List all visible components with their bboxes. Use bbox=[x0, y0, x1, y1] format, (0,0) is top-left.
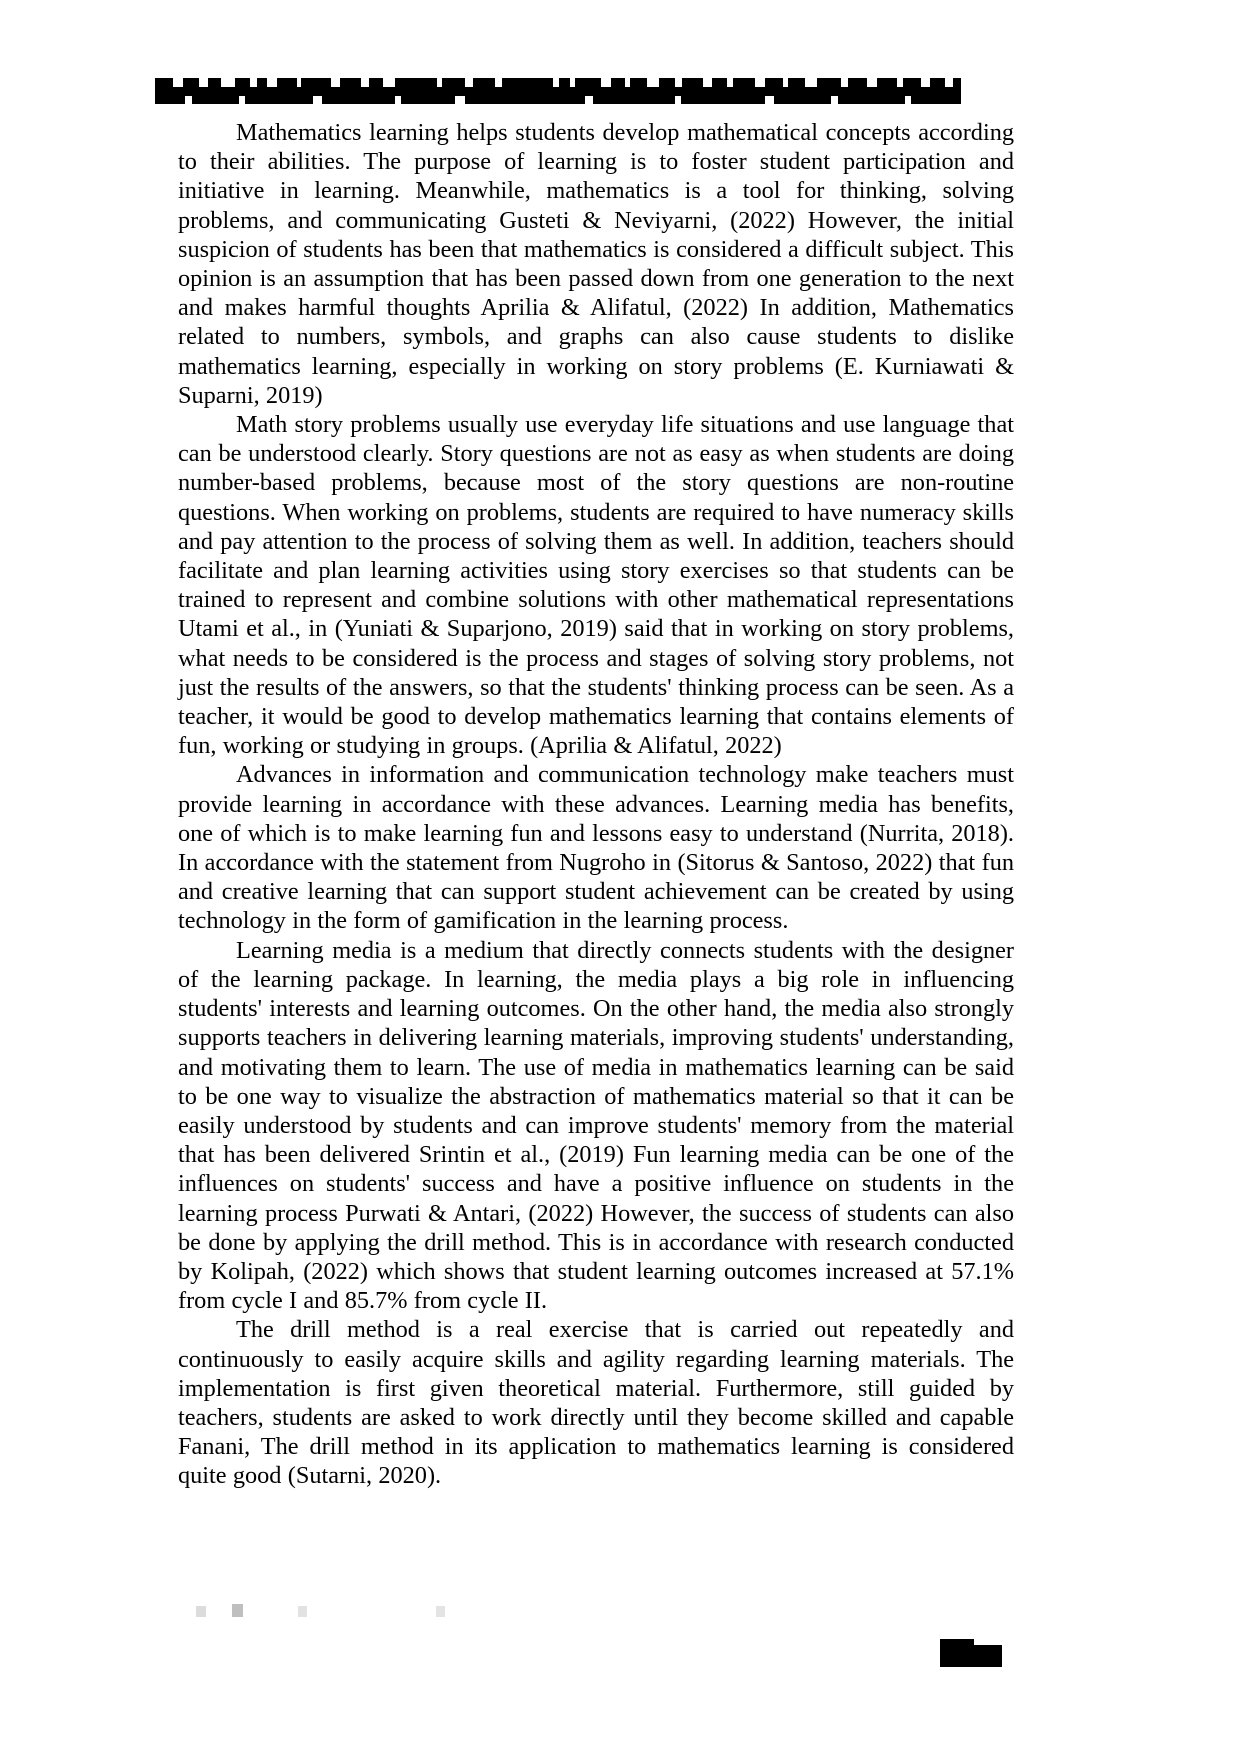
scan-artifact bbox=[436, 1606, 445, 1617]
redacted-header-bar bbox=[155, 78, 961, 104]
scan-artifact bbox=[298, 1606, 307, 1617]
paragraph-3: Advances in information and communication technology make teachers must provide learning in accordance with these advances. Learning media has benefits, one of which is to make learning fun and lessons easy to understand (Nurrita, 2018). In accordance with the statement from Nugroho in (Sitorus & Santoso, 2022) that fun and creative learning that can support student achievement can be created by using technology in the form of gamification in the learning process. bbox=[178, 761, 1014, 935]
scan-artifact bbox=[196, 1606, 206, 1617]
paragraph-4: Learning media is a medium that directly connects students with the designer of the learning package. In learning, the media plays a big role in influencing students' interests and learning outcomes. On the other hand, the media also strongly supports teachers in delivering learning materials, improving students' understanding, and motivating them to learn. The use of media in mathematics learning can be said to be one way to visualize the abstraction of mathematics material so that it can be easily understood by students and can improve students' memory from the material that has been delivered Srintin et al., (2019) Fun learning media can be one of the influences on students' success and have a positive influence on students in the learning process Purwati & Antari, (2022) However, the success of students can also be done by applying the drill method. This is in accordance with research conducted by Kolipah, (2022) which shows that student learning outcomes increased at 57.1% from cycle I and 85.7% from cycle II. bbox=[178, 936, 1014, 1315]
scan-artifact bbox=[232, 1604, 243, 1617]
paragraph-2: Math story problems usually use everyday life situations and use language that can be understood clearly. Story questions are not as easy as when students are doing number-based problems, because most of the story questions are non-routine questions. When working on problems, students are required to have numeracy skills and pay attention to the process of solving them as well. In addition, teachers should facilitate and plan learning activities using story exercises so that students can be trained to represent and combine solutions with other mathematical representations Utami et al., in (Yuniati & Suparjono, 2019) said that in working on story problems, what needs to be considered is the process and stages of solving story problems, not just the results of the answers, so that the students' thinking process can be seen. As a teacher, it would be good to develop mathematics learning that contains elements of fun, working or studying in groups. (Aprilia & Alifatul, 2022) bbox=[178, 411, 1014, 760]
paragraph-1: Mathematics learning helps students develop mathematical concepts according to their abilities. The purpose of learning is to foster student participation and initiative in learning. Meanwhile, mathematics is a tool for thinking, solving problems, and communicating Gusteti & Neviyarni, (2022) However, the initial suspicion of students has been that mathematics is considered a difficult subject. This opinion is an assumption that has been passed down from one generation to the next and makes harmful thoughts Aprilia & Alifatul, (2022) In addition, Mathematics related to numbers, symbols, and graphs can also cause students to dislike mathematics learning, especially in working on story problems (E. Kurniawati & Suparni, 2019) bbox=[178, 119, 1014, 409]
paragraph-5: The drill method is a real exercise that is carried out repeatedly and continuously to easily acquire skills and agility regarding learning materials. The implementation is first given theoretical material. Furthermore, still guided by teachers, students are asked to work directly until they become skilled and capable Fanani, The drill method in its application to mathematics learning is considered quite good (Sutarni, 2020). bbox=[178, 1316, 1014, 1490]
body-text-column bbox=[178, 118, 1014, 1491]
redacted-footer-mark bbox=[940, 1645, 1002, 1667]
